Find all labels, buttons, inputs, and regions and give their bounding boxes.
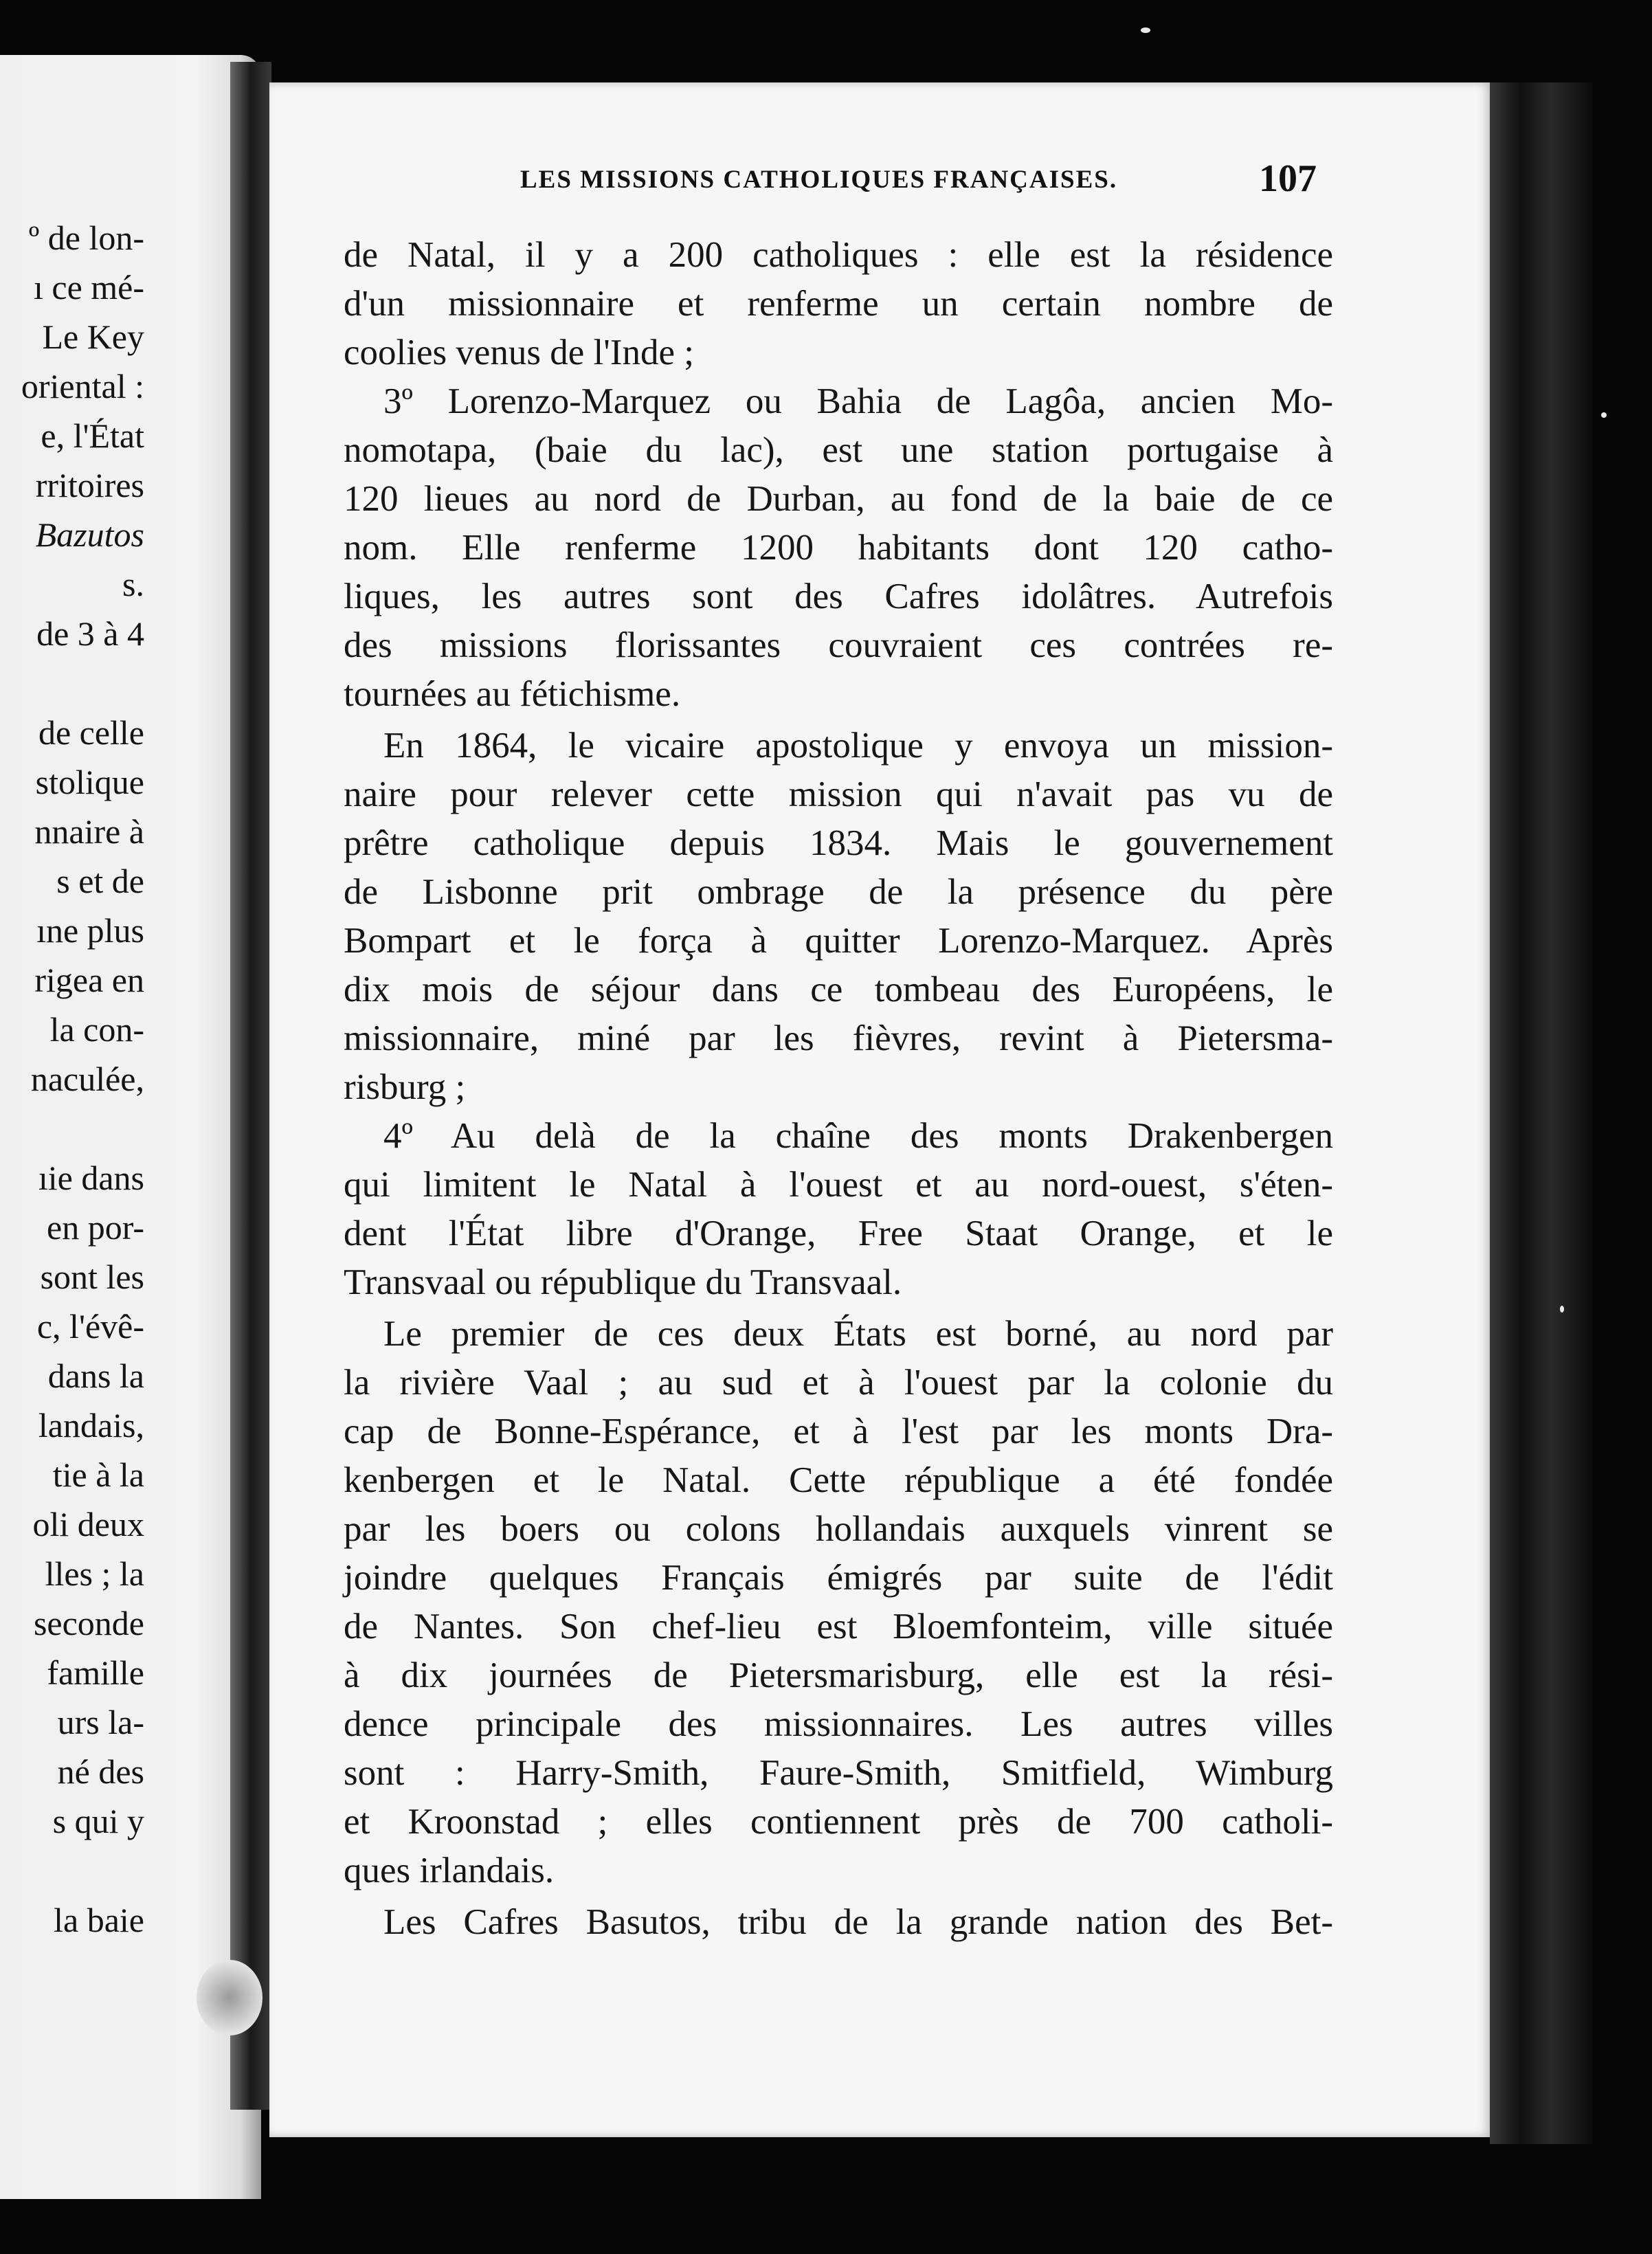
- text-line: nomotapa, (baie du lac), est une station portugaise à: [344, 430, 1333, 470]
- left-line: naculée,: [30, 1060, 144, 1098]
- left-line-gap: [0, 1846, 144, 1895]
- text-line: par les boers ou colons hollandais auxquels vinrent se: [344, 1509, 1333, 1549]
- left-line-gap: [0, 658, 144, 708]
- page-number: 107: [1259, 157, 1317, 200]
- left-line: s qui y: [52, 1802, 144, 1840]
- text-line: sont : Harry-Smith, Faure-Smith, Smitfield, Wimburg: [344, 1753, 1333, 1793]
- left-line: ıie dans: [38, 1159, 144, 1197]
- text-line: nom. Elle renferme 1200 habitants dont 120 catho-: [344, 528, 1333, 568]
- left-line: ı ce mé-: [33, 268, 144, 306]
- left-line: Le Key: [42, 317, 144, 356]
- left-line: né des: [57, 1752, 144, 1791]
- text-line: dence principale des missionnaires. Les autres villes: [344, 1704, 1333, 1744]
- text-line: joindre quelques Français émigrés par suite de l'édit: [344, 1558, 1333, 1598]
- left-line: rigea en: [34, 961, 144, 999]
- text-line: Bompart et le força à quitter Lorenzo-Marquez. Après: [344, 921, 1333, 961]
- text-line: d'un missionnaire et renferme un certain nombre de: [344, 284, 1333, 324]
- text-line: missionnaire, miné par les fièvres, revint à Pietersma-: [344, 1018, 1333, 1058]
- page-body: [344, 231, 1333, 1947]
- text-line: Transvaal ou république du Transvaal.: [344, 1262, 902, 1302]
- left-line: s.: [122, 565, 144, 603]
- left-line: oriental :: [21, 367, 144, 405]
- left-line: lles ; la: [45, 1554, 144, 1593]
- left-line: º de lon-: [28, 219, 144, 257]
- text-line: 4º Au delà de la chaîne des monts Drakenbergen: [383, 1116, 1333, 1156]
- text-line: En 1864, le vicaire apostolique y envoya un mission-: [383, 726, 1333, 766]
- text-line: et Kroonstad ; elles contiennent près de 700 catholi-: [344, 1802, 1333, 1842]
- dust-speck: [1141, 27, 1150, 33]
- text-line: kenbergen et le Natal. Cette république a été fondée: [344, 1460, 1333, 1500]
- left-page-text: [0, 213, 144, 1945]
- left-line: tie à la: [52, 1455, 144, 1494]
- text-line: Les Cafres Basutos, tribu de la grande nation des Bet-: [383, 1902, 1333, 1942]
- left-line: en por-: [47, 1208, 144, 1247]
- text-line: la rivière Vaal ; au sud et à l'ouest par la colonie du: [344, 1363, 1333, 1403]
- left-line: ıne plus: [36, 911, 144, 950]
- text-line: de Nantes. Son chef-lieu est Bloemfonteim, ville située: [344, 1607, 1333, 1647]
- left-line: oli deux: [32, 1505, 144, 1543]
- text-line: coolies venus de l'Inde ;: [344, 333, 694, 372]
- book-gutter: [230, 62, 271, 2110]
- text-line: de Lisbonne prit ombrage de la présence du père: [344, 872, 1333, 912]
- left-line: rritoires: [35, 466, 144, 504]
- text-line: qui limitent le Natal à l'ouest et au nord-ouest, s'éten-: [344, 1165, 1333, 1205]
- running-title: LES MISSIONS CATHOLIQUES FRANÇAISES.: [520, 166, 1118, 194]
- text-line: 120 lieues au nord de Durban, au fond de la baie de ce: [344, 479, 1333, 519]
- text-line: de Natal, il y a 200 catholiques : elle est la résidence: [344, 235, 1333, 275]
- text-line: liques, les autres sont des Cafres idolâtres. Autrefois: [344, 577, 1333, 616]
- left-line: nnaire à: [34, 812, 144, 851]
- left-line: de 3 à 4: [36, 614, 144, 653]
- left-line: famille: [47, 1653, 144, 1692]
- left-line-gap: [0, 1104, 144, 1153]
- text-line: des missions florissantes couvraient ces contrées re-: [344, 625, 1333, 665]
- left-line: e, l'État: [41, 416, 144, 455]
- left-line: c, l'évê-: [36, 1307, 144, 1346]
- left-line: sont les: [40, 1258, 144, 1296]
- left-line: landais,: [38, 1406, 144, 1444]
- text-line: prêtre catholique depuis 1834. Mais le gouvernement: [344, 823, 1333, 863]
- left-line: Bazutos: [35, 515, 144, 554]
- left-line: urs la-: [57, 1703, 144, 1741]
- text-line: Le premier de ces deux États est borné, au nord par: [383, 1314, 1333, 1354]
- text-line: ques irlandais.: [344, 1851, 555, 1890]
- text-line: 3º Lorenzo-Marquez ou Bahia de Lagôa, ancien Mo-: [383, 381, 1333, 421]
- left-line: seconde: [33, 1604, 144, 1642]
- page-stain: [197, 1960, 263, 2035]
- text-line: dix mois de séjour dans ce tombeau des Européens, le: [344, 970, 1333, 1009]
- text-line: dent l'État libre d'Orange, Free Staat Orange, et le: [344, 1214, 1333, 1253]
- text-line: naire pour relever cette mission qui n'avait pas vu de: [344, 774, 1333, 814]
- text-line: tournées au fétichisme.: [344, 674, 681, 714]
- text-line: risburg ;: [344, 1067, 466, 1107]
- dust-speck: [1601, 412, 1607, 418]
- left-line: la con-: [49, 1010, 144, 1049]
- left-line: stolique: [35, 763, 144, 801]
- dust-speck: [1560, 1306, 1564, 1313]
- text-line: à dix journées de Pietersmarisburg, elle est la rési-: [344, 1655, 1333, 1695]
- left-line: de celle: [38, 713, 144, 752]
- text-line: cap de Bonne-Espérance, et à l'est par les monts Dra-: [344, 1411, 1333, 1451]
- left-line: s et de: [56, 862, 144, 900]
- left-line: la baie: [54, 1901, 144, 1939]
- page-edge-shadow: [1490, 82, 1593, 2144]
- left-line: dans la: [47, 1357, 144, 1395]
